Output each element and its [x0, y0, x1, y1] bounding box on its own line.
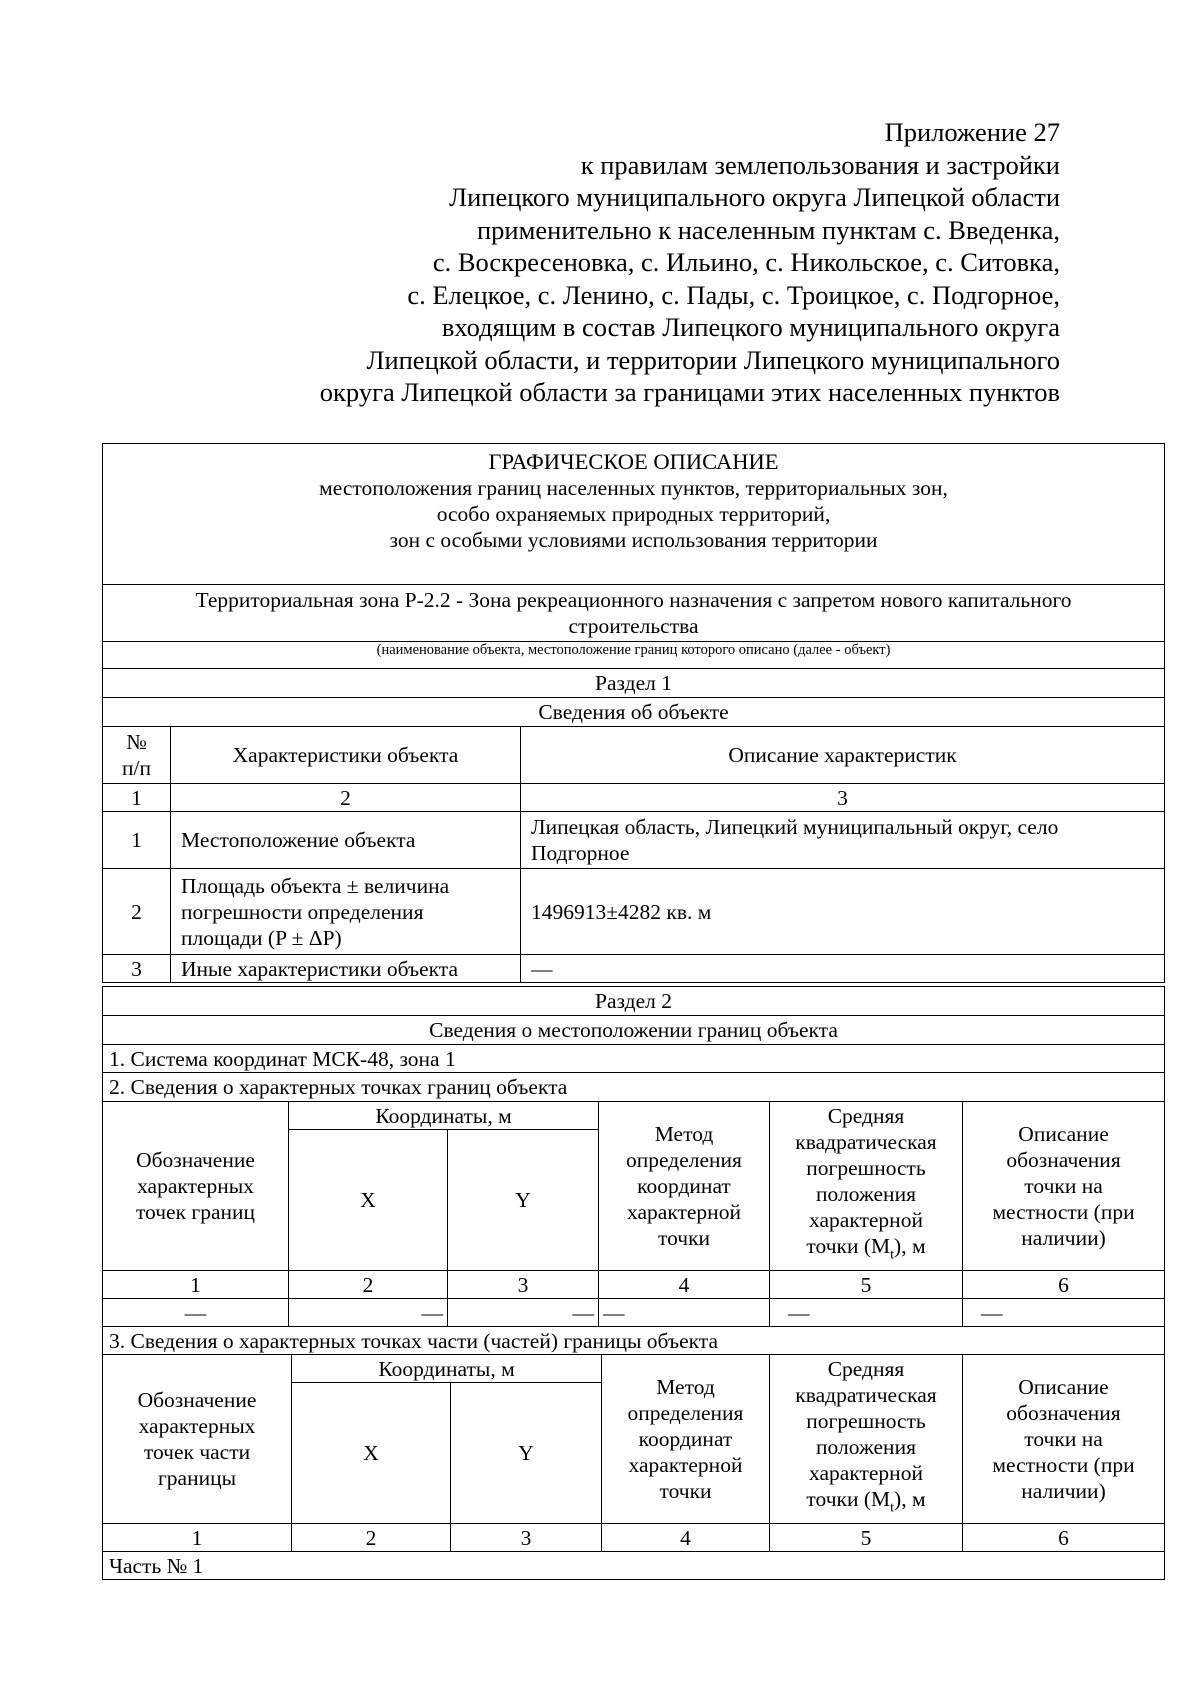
- col-header-mean-error: [770, 1102, 963, 1271]
- empty-cell: —: [599, 1299, 770, 1327]
- header-line: обозначения: [1006, 1401, 1121, 1425]
- row-characteristic-line: Площадь объекта ± величина: [181, 873, 450, 898]
- document-title: [103, 444, 1165, 585]
- header-line: точки: [659, 1479, 712, 1503]
- col-number: 1: [103, 784, 171, 812]
- header-line: Средняя: [827, 1104, 905, 1129]
- col-header-method: [599, 1102, 770, 1271]
- header-line: характерных: [138, 1414, 256, 1438]
- header-line: характерной: [809, 1208, 923, 1233]
- col-number: 2: [171, 784, 521, 812]
- empty-cell: —: [448, 1299, 599, 1327]
- col-header-coordinates: Координаты, м: [289, 1102, 599, 1130]
- title-heading: ГРАФИЧЕСКОЕ ОПИСАНИЕ: [488, 449, 779, 474]
- header-line: координат: [638, 1427, 733, 1451]
- header-line: границы: [157, 1466, 237, 1490]
- object-caption: (наименование объекта, местоположение границ которого описано (далее - объект): [103, 642, 1165, 669]
- header-line: квадратическая: [795, 1130, 937, 1155]
- header-line: Липецкой области, и территории Липецкого муниципального: [366, 344, 1060, 375]
- header-line: положения: [816, 1435, 916, 1460]
- header-line: Метод: [654, 1122, 714, 1146]
- header-line: к правилам землепользования и застройки: [580, 149, 1060, 180]
- header-line: Липецкого муниципального округа Липецкой области: [449, 182, 1060, 212]
- header-line: местности (при: [992, 1200, 1135, 1224]
- col-number: 3: [448, 1271, 599, 1299]
- header-line: [776, 1486, 956, 1521]
- header-line: точек границ: [135, 1200, 256, 1224]
- col-header-x: X: [292, 1383, 451, 1524]
- header-line: положения: [816, 1182, 916, 1207]
- header-line: определения: [626, 1148, 742, 1172]
- header-line: наличии): [1021, 1226, 1106, 1250]
- row-value-line: Липецкая область, Липецкий муниципальный округ, село: [531, 815, 1059, 839]
- title-line: местоположения границ населенных пунктов, территориальных зон,: [319, 476, 948, 500]
- header-line: применительно к населенным пунктам с. Введенка,: [477, 214, 1060, 245]
- header-text: точки (M: [806, 1487, 891, 1512]
- header-line: определения: [627, 1401, 744, 1425]
- col-number: 4: [599, 1271, 770, 1299]
- empty-cell: —: [770, 1299, 963, 1327]
- col-header-point-designation: [103, 1102, 289, 1271]
- header-line: погрешность: [806, 1409, 926, 1434]
- parts-title: 3. Сведения о характерных точках части (частей) границы объекта: [103, 1327, 1165, 1355]
- empty-cell: —: [963, 1299, 1165, 1327]
- row-characteristic: Местоположение объекта: [171, 812, 521, 869]
- col-number: 5: [770, 1271, 963, 1299]
- header-line: точки на: [1024, 1427, 1103, 1451]
- header-line: с. Елецкое, с. Ленино, с. Пады, с. Троицкое, с. Подгорное,: [407, 279, 1060, 310]
- row-characteristic: [171, 869, 521, 955]
- row-number: 3: [103, 955, 171, 983]
- points-title: 2. Сведения о характерных точках границ объекта: [103, 1073, 1165, 1102]
- header-line: точки на: [1024, 1174, 1103, 1198]
- row-characteristic-line: погрешности определения: [181, 899, 424, 924]
- col-number: 2: [292, 1524, 451, 1552]
- row-value-line: Подгорное: [531, 841, 630, 865]
- subscript: t: [890, 1500, 895, 1516]
- header-text: ), м: [894, 1487, 926, 1512]
- row-value: [521, 812, 1165, 869]
- header-line: округа Липецкой области за границами этих населенных пунктов: [319, 377, 1060, 407]
- object-name-line: Территориальная зона Р-2.2 - Зона рекреационного назначения с запретом нового капитального: [195, 588, 1072, 612]
- subscript: t: [890, 1247, 895, 1263]
- header-text: точки (M: [806, 1234, 891, 1259]
- col-header-coordinates: Координаты, м: [292, 1355, 602, 1383]
- col-number: 4: [602, 1524, 770, 1552]
- col-header-number: [103, 727, 171, 784]
- object-name-line: строительства: [568, 614, 699, 638]
- section2-table: [102, 986, 1165, 1355]
- section1-subtitle: Сведения об объекте: [103, 698, 1165, 727]
- col-number: 3: [451, 1524, 602, 1552]
- header-line: Обозначение: [137, 1388, 257, 1412]
- row-value: 1496913±4282 кв. м: [521, 869, 1165, 955]
- parts-table: [102, 1354, 1165, 1580]
- col-number: 6: [963, 1271, 1165, 1299]
- empty-cell: —: [289, 1299, 448, 1327]
- table-row: [103, 869, 1165, 955]
- row-value: —: [521, 955, 1165, 983]
- col-header-method: [602, 1355, 770, 1524]
- coordinate-system: 1. Система координат МСК-48, зона 1: [103, 1045, 1165, 1073]
- row-characteristic: Иные характеристики объекта: [171, 955, 521, 983]
- header-line: наличии): [1021, 1479, 1106, 1503]
- table-row: [103, 1299, 1165, 1327]
- header-line: характерной: [627, 1200, 741, 1224]
- col-header-mean-error: [770, 1355, 963, 1524]
- title-line: особо охраняемых природных территорий,: [436, 502, 831, 526]
- col-number: 1: [103, 1271, 289, 1299]
- col-number: 3: [521, 784, 1165, 812]
- part-label: Часть № 1: [103, 1552, 1165, 1580]
- header-line: Приложение 27: [884, 117, 1060, 147]
- header-line: Средняя: [827, 1357, 905, 1382]
- title-line: зон с особыми условиями использования территории: [389, 528, 878, 552]
- header-line: характерных: [137, 1174, 254, 1198]
- col-header-characteristics: Характеристики объекта: [171, 727, 521, 784]
- section2-subtitle: Сведения о местоположении границ объекта: [103, 1016, 1165, 1045]
- col-header-part-point-designation: [103, 1355, 292, 1524]
- header-line: Описание: [1018, 1375, 1109, 1399]
- empty-cell: —: [103, 1299, 289, 1327]
- header-line: с. Воскресеновка, с. Ильино, с. Никольское, с. Ситовка,: [432, 247, 1060, 277]
- header-line: Метод: [656, 1375, 715, 1399]
- header-line: точек части: [143, 1440, 251, 1464]
- col-header-x: X: [289, 1130, 448, 1271]
- col-header-number-line: п/п: [122, 756, 151, 780]
- col-number: 1: [103, 1524, 292, 1552]
- header-line: характерной: [628, 1453, 743, 1477]
- table-row: [103, 955, 1165, 983]
- col-number: 5: [770, 1524, 963, 1552]
- header-line: характерной: [809, 1461, 923, 1486]
- header-line: координат: [637, 1174, 731, 1198]
- col-header-point-description: [963, 1102, 1165, 1271]
- table-row: [103, 812, 1165, 869]
- object-name: [103, 585, 1165, 642]
- section1-table: [102, 443, 1165, 983]
- header-text: ), м: [894, 1234, 926, 1259]
- header-line: Описание: [1018, 1122, 1109, 1146]
- section2-title: Раздел 2: [103, 987, 1165, 1016]
- col-number: 2: [289, 1271, 448, 1299]
- header-line: [776, 1233, 956, 1268]
- col-header-description: Описание характеристик: [521, 727, 1165, 784]
- section1-title: Раздел 1: [103, 669, 1165, 698]
- row-number: 1: [103, 812, 171, 869]
- col-number: 6: [963, 1524, 1165, 1552]
- row-characteristic-line: площади (P ± ΔP): [181, 925, 342, 950]
- col-header-y: Y: [451, 1383, 602, 1524]
- header-line: погрешность: [806, 1156, 926, 1181]
- header-line: входящим в состав Липецкого муниципального округа: [441, 312, 1060, 342]
- header-line: обозначения: [1006, 1148, 1121, 1172]
- header-line: точки: [657, 1226, 711, 1250]
- row-number: 2: [103, 869, 171, 955]
- header-line: квадратическая: [795, 1383, 937, 1408]
- col-header-y: Y: [448, 1130, 599, 1271]
- col-header-number-line: №: [126, 730, 147, 754]
- header-line: Обозначение: [136, 1148, 255, 1172]
- appendix-header: [320, 116, 1060, 409]
- header-line: местности (при: [992, 1453, 1135, 1477]
- col-header-point-description: [963, 1355, 1165, 1524]
